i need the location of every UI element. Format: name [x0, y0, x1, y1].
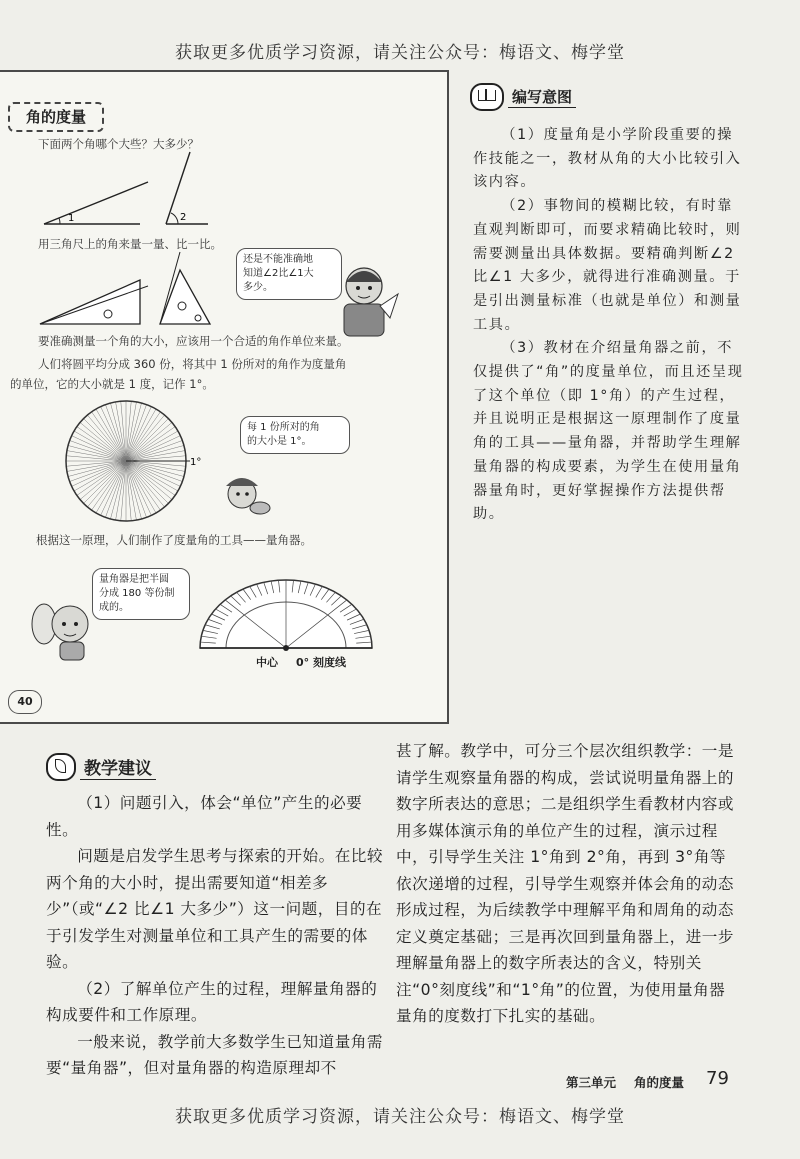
- suggestion-paragraph: 一般来说，教学前大多数学生已知道量角需要“量角器”，但对量角器的构造原理却不: [46, 1032, 383, 1077]
- speech-bubble-3: [92, 568, 190, 620]
- circle-360-figure: [56, 398, 206, 528]
- boy-illustration: [330, 262, 402, 340]
- footer-topic: 角的度量: [634, 1075, 685, 1090]
- footer-page-number: 79: [706, 1068, 729, 1089]
- triangle-ruler-figures: [30, 250, 230, 332]
- textbook-unit-line-1: 人们将圆平均分成 360 份，将其中 1 份所对的角作为度量角: [38, 357, 347, 371]
- suggestion-paragraph: 问题是启发学生思考与探索的开始。在比较两个角的大小时，提出需要知道“相差多少”（或“∠2 比∠1 大多少”）这一问题，目的在于引发学生对测量单位和工具产生的需要的体验。: [46, 847, 383, 971]
- intent-paragraph: （2）事物间的模糊比较，有时靠直观判断即可，而要求精确比较时，则需要测量出具体数据。要精确判断∠2 比∠1 大多少，就得进行准确测量。于是引出测量标准（也就是单位）和测量工具。: [473, 198, 742, 333]
- intent-paragraph: （1）度量角是小学阶段重要的操作技能之一，教材从角的大小比较引入该内容。: [473, 127, 742, 191]
- textbook-question: 下面两个角哪个大些？大多少？: [38, 137, 199, 151]
- angle-figures: [30, 150, 210, 230]
- textbook-protractor-line: 根据这一原理，人们制作了度量角的工具——量角器。: [36, 533, 312, 547]
- ruler-on-angle-1: [40, 280, 148, 324]
- textbook-page-number: 40: [8, 690, 42, 714]
- speech-bubble-1: [236, 248, 342, 300]
- character-illustration-1: [218, 474, 274, 520]
- bubble-2-line: 的大小是 1°。: [247, 436, 312, 447]
- bubble-1-line: 多少。: [243, 282, 273, 293]
- leaf-icon: [46, 753, 76, 781]
- textbook-title: 角的度量: [8, 102, 104, 132]
- watermark-top: 获取更多优质学习资源，请关注公众号：梅语文、梅学堂: [175, 43, 625, 63]
- suggestion-paragraph: （2）了解单位产生的过程，理解量角器的构成要件和工作原理。: [46, 979, 378, 1024]
- angle-2-label: 2: [180, 212, 187, 223]
- protractor-zero-line-label: 0° 刻度线: [296, 656, 346, 669]
- protractor-center-label: 中心: [256, 656, 278, 669]
- angle-1-label: 1: [68, 213, 75, 224]
- intent-heading-label: 编写意图: [508, 86, 576, 108]
- suggestion-paragraph: 甚了解。教学中，可分三个层次组织教学：一是请学生观察量角器的构成，尝试说明量角器上的数字所表达的意思；二是组织学生看教材内容或用多媒体演示角的单位产生的过程，演示过程中，引导学生关注 1°角到 2°角，再到 3°角等依次递增的过程，引导学生观察并体会角的动态形成过程，为后续教学中理解平角和周角的动态定义奠定基础；三是再次回到量角器上，进一步理解量角器上的数字所表达的含义，特别关注“0°刻度线”和“1°角”的位置，为使用量角器量角的度数打下扎实的基础。: [396, 742, 734, 1025]
- book-icon: [470, 83, 504, 111]
- angle-1: [44, 182, 148, 224]
- textbook-compare-line: 用三角尺上的角来量一量、比一比。: [38, 237, 222, 251]
- speech-bubble-2: [240, 416, 350, 454]
- watermark-bottom: 获取更多优质学习资源，请关注公众号：梅语文、梅学堂: [175, 1107, 625, 1127]
- suggestion-heading-label: 教学建议: [80, 754, 156, 780]
- bubble-3-line: 量角器是把半圆: [99, 574, 169, 585]
- suggestion-heading: [46, 752, 166, 782]
- suggestion-right-column: [396, 738, 736, 1030]
- protractor-figure: [196, 576, 376, 652]
- intent-paragraph: （3）教材在介绍量角器之前，不仅提供了“角”的度量单位，而且还呈现了这个单位（即 1°角）的产生过程，并且说明正是根据这一原理制作了度量角的工具——量角器，并帮助学生理解量角器的构成要素，为学生在使用量角器量角时，更好掌握操作方法提供帮助。: [473, 340, 744, 523]
- textbook-tool-line: 要准确测量一个角的大小，应该用一个合适的角作单位来量。: [38, 334, 349, 348]
- bubble-3-line: 分成 180 等份制: [99, 588, 175, 599]
- footer-unit: 第三单元: [566, 1075, 617, 1090]
- ruler-on-angle-2: [160, 252, 210, 324]
- suggestion-paragraph: （1）问题引入，体会“单位”产生的必要性。: [46, 794, 363, 839]
- degree-1-label: 1°: [190, 457, 202, 468]
- bubble-3-line: 成的。: [99, 602, 129, 613]
- bubble-2-line: 每 1 份所对的角: [247, 422, 320, 433]
- intent-body: [473, 124, 746, 527]
- bubble-1-line: 还是不能准确地: [243, 254, 313, 265]
- intent-heading: [470, 84, 586, 110]
- textbook-unit-line-2: 的单位，它的大小就是 1 度，记作 1°。: [10, 377, 214, 391]
- suggestion-left-column: [46, 790, 386, 1082]
- angle-2: [166, 152, 208, 224]
- bubble-1-line: 知道∠2比∠1大: [243, 268, 314, 279]
- fairy-illustration: [30, 594, 100, 666]
